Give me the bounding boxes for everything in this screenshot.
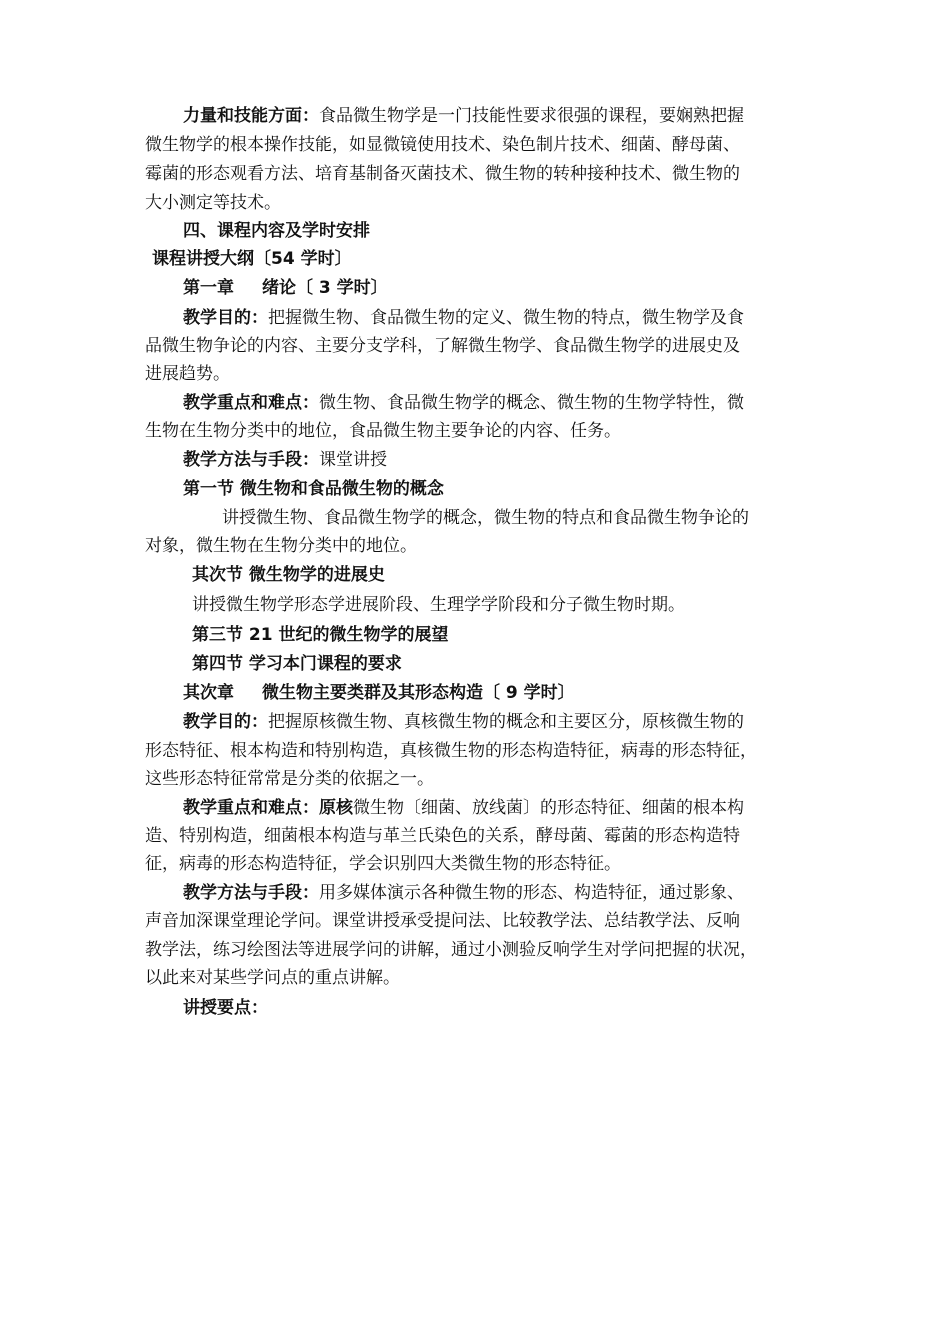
ch2-method-line-2: 声音加深课堂理论学问。课堂讲授承受提问法、比较教学法、总结教学法、反响 (145, 911, 740, 931)
skill-label: 力量和技能方面： (183, 106, 319, 126)
ch1-key-text: 微生物、食品微生物学的概念、微生物的生物学特性，微 (319, 393, 744, 413)
ch1-section-2-heading: 其次节 微生物学的进展史 (192, 565, 385, 585)
ch1-section-1-line-2: 对象，微生物在生物分类中的地位。 (145, 536, 417, 556)
ch2-method-label: 教学方法与手段： (183, 883, 319, 903)
ch2-key-bold: 原核 (319, 798, 353, 818)
skill-paragraph-line-1 (183, 105, 744, 127)
ch2-method-line-1 (183, 882, 744, 904)
chapter-2-heading (183, 682, 575, 704)
ch1-section-3-heading: 第三节 21 世纪的微生物学的展望 (192, 625, 449, 645)
ch2-key-line-2: 造、特别构造，细菌根本构造与革兰氏染色的关系，酵母菌、霉菌的形态构造特 (145, 826, 740, 846)
ch1-section-1-line-1: 讲授微生物、食品微生物学的概念，微生物的特点和食品微生物争论的 (222, 508, 749, 528)
ch2-key-line-1 (183, 797, 744, 819)
outline-heading: 课程讲授大纲〔54 学时〕 (152, 249, 352, 269)
ch1-goal-line-3: 进展趋势。 (145, 364, 230, 384)
ch2-goal-line-2: 形态特征、根本构造和特别构造，真核微生物的形态构造特征，病毒的形态特征， (145, 741, 757, 761)
skill-paragraph-line-2: 微生物学的根本操作技能，如显微镜使用技术、染色制片技术、细菌、酵母菌、 (145, 135, 740, 155)
ch2-key-text: 微生物〔细菌、放线菌〕的形态特征、细菌的根本构 (353, 798, 744, 818)
ch1-key-line-1 (183, 392, 744, 414)
ch2-key-line-3: 征，病毒的形态构造特征，学会识别四大类微生物的形态特征。 (145, 854, 621, 874)
ch2-points-label: 讲授要点： (183, 998, 268, 1018)
ch1-section-1-heading: 第一节 微生物和食品微生物的概念 (183, 479, 444, 499)
ch1-method-line (183, 449, 387, 471)
ch2-method-line-3: 教学法，练习绘图法等进展学问的讲解，通过小测验反响学生对学问把握的状况， (145, 940, 757, 960)
ch1-section-2-text: 讲授微生物学形态学进展阶段、生理学学阶段和分子微生物时期。 (192, 595, 685, 615)
ch1-goal-label: 教学目的： (183, 308, 268, 328)
skill-paragraph-line-4: 大小测定等技术。 (145, 193, 281, 213)
skill-paragraph-line-3: 霉菌的形态观看方法、培育基制备灭菌技术、微生物的转种接种技术、微生物的 (145, 164, 740, 184)
ch2-method-line-4: 以此来对某些学问点的重点讲解。 (145, 968, 400, 988)
chapter-1-heading (183, 277, 388, 299)
ch2-goal-line-3: 这些形态特征常常是分类的依据之一。 (145, 769, 434, 789)
section-4-heading: 四、课程内容及学时安排 (183, 221, 370, 241)
chapter-2-number: 其次章 (183, 683, 234, 703)
chapter-2-title: 微生物主要类群及其形态构造〔 9 学时〕 (262, 683, 575, 703)
ch2-method-text: 用多媒体演示各种微生物的形态、构造特征，通过影象、 (319, 883, 744, 903)
ch1-goal-line-1 (183, 307, 744, 329)
chapter-1-number: 第一章 (183, 278, 234, 298)
ch1-goal-line-2: 品微生物争论的内容、主要分支学科，了解微生物学、食品微生物学的进展史及 (145, 336, 740, 356)
chapter-1-title: 绪论〔 3 学时〕 (262, 278, 388, 298)
ch1-key-line-2: 生物在生物分类中的地位，食品微生物主要争论的内容、任务。 (145, 421, 621, 441)
ch1-section-4-heading: 第四节 学习本门课程的要求 (192, 654, 402, 674)
ch2-goal-line-1 (183, 711, 744, 733)
ch2-goal-text: 把握原核微生物、真核微生物的概念和主要区分，原核微生物的 (268, 712, 744, 732)
ch1-goal-text: 把握微生物、食品微生物的定义、微生物的特点，微生物学及食 (268, 308, 744, 328)
ch1-key-label: 教学重点和难点： (183, 393, 319, 413)
skill-text: 食品微生物学是一门技能性要求很强的课程，要娴熟把握 (319, 106, 744, 126)
ch1-method-text: 课堂讲授 (319, 450, 387, 470)
ch2-key-label: 教学重点和难点： (183, 798, 319, 818)
ch2-goal-label: 教学目的： (183, 712, 268, 732)
ch1-method-label: 教学方法与手段： (183, 450, 319, 470)
